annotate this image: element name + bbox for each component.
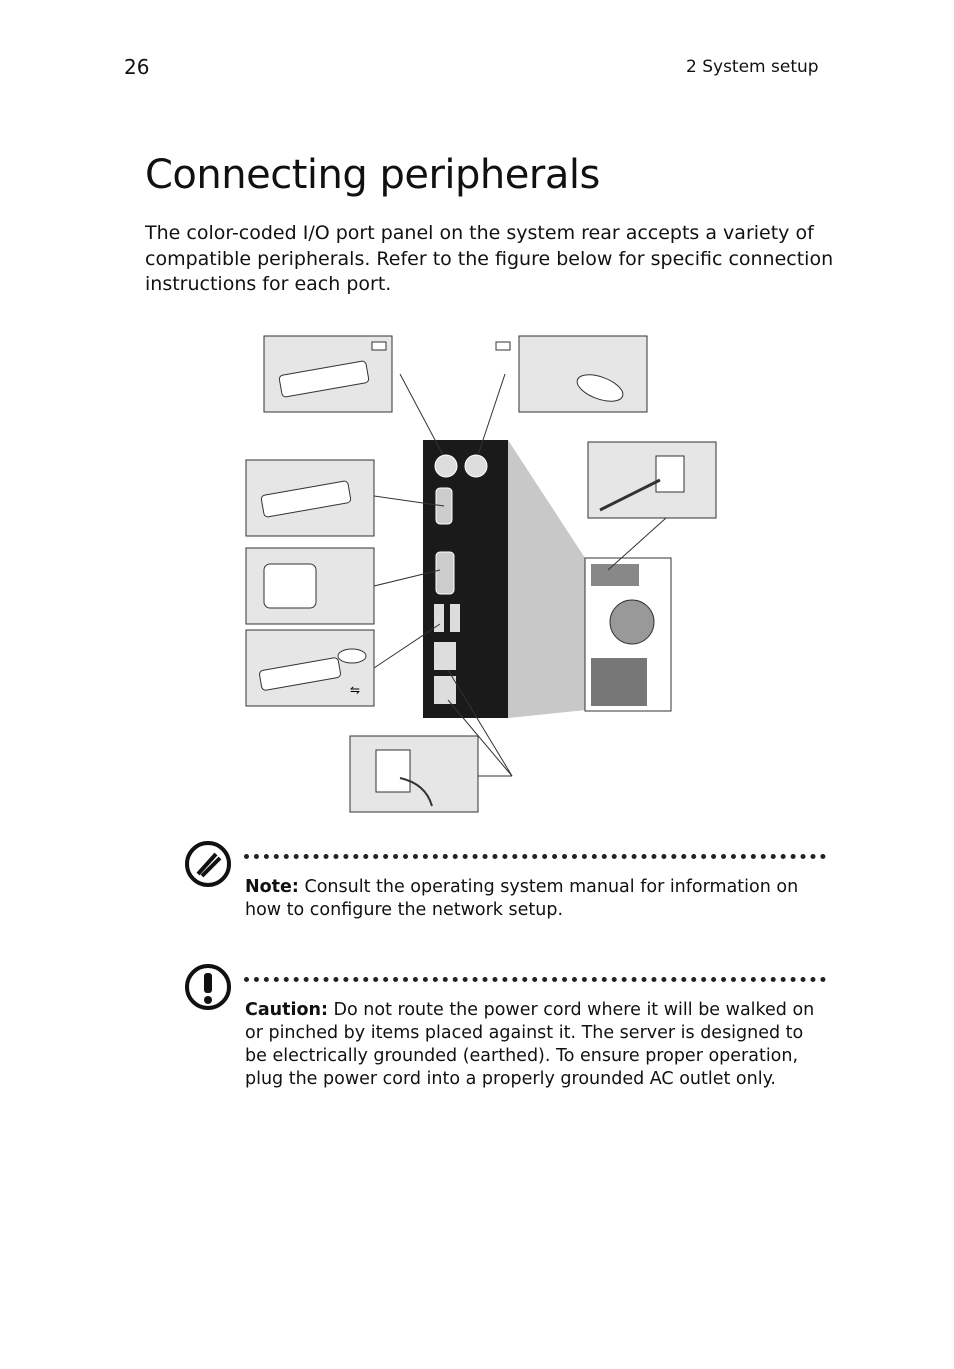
power-outlet-icon (656, 456, 684, 492)
caution-text (245, 999, 825, 1091)
intro-paragraph: The color-coded I/O port panel on the system rear accepts a variety of compatible peripherals. Refer to the figure below for specific connection instructions for each port. (145, 222, 834, 295)
connector-icon (372, 342, 386, 350)
usb-icon: ⇋ (350, 683, 361, 697)
rear-io-panel (423, 440, 508, 718)
usb-port-1 (434, 604, 444, 632)
fan-icon (610, 600, 654, 644)
network-outlet-box (350, 736, 478, 812)
caution-label: Caution: (245, 1000, 328, 1020)
note-pen-icon (184, 840, 232, 888)
caution-body: Do not route the power cord where it will be walked on or pinched by items placed against it. The server is designed to be electrically grounded (earthed). To ensure proper operation, plug the power cord into a properly grounded AC outlet only. (245, 1000, 815, 1089)
monitor-box (246, 548, 374, 624)
panel-projection (508, 440, 586, 718)
lan-port-2 (434, 676, 456, 704)
server-tower (585, 558, 671, 711)
note-text (245, 876, 825, 922)
monitor-icon (264, 564, 316, 608)
running-header: 2 System setup (686, 57, 819, 77)
usb-devices-box (246, 630, 374, 706)
connector-icon (496, 342, 510, 350)
keyboard-ps2-box (264, 336, 392, 412)
ps2-keyboard-port (435, 455, 457, 477)
lan-port-1 (434, 642, 456, 670)
io-port-diagram (240, 330, 730, 820)
vga-port (436, 552, 454, 594)
mouse-ps2-box (496, 336, 647, 412)
ps2-mouse-port (465, 455, 487, 477)
note-label: Note: (245, 877, 299, 897)
usb-port-2 (450, 604, 460, 632)
note-callout (184, 840, 834, 940)
caution-callout (184, 963, 834, 1103)
network-icon (376, 750, 410, 792)
caution-exclamation-icon (184, 963, 232, 1011)
serial-keyboard-box (246, 460, 374, 536)
power-outlet-box (588, 442, 716, 518)
caution-divider (244, 977, 826, 982)
note-divider (244, 854, 826, 859)
page-title: Connecting peripherals (145, 152, 600, 198)
page-number: 26 (124, 55, 150, 79)
note-body: Consult the operating system manual for information on how to configure the network setup. (245, 877, 799, 920)
mouse-icon (338, 649, 366, 663)
